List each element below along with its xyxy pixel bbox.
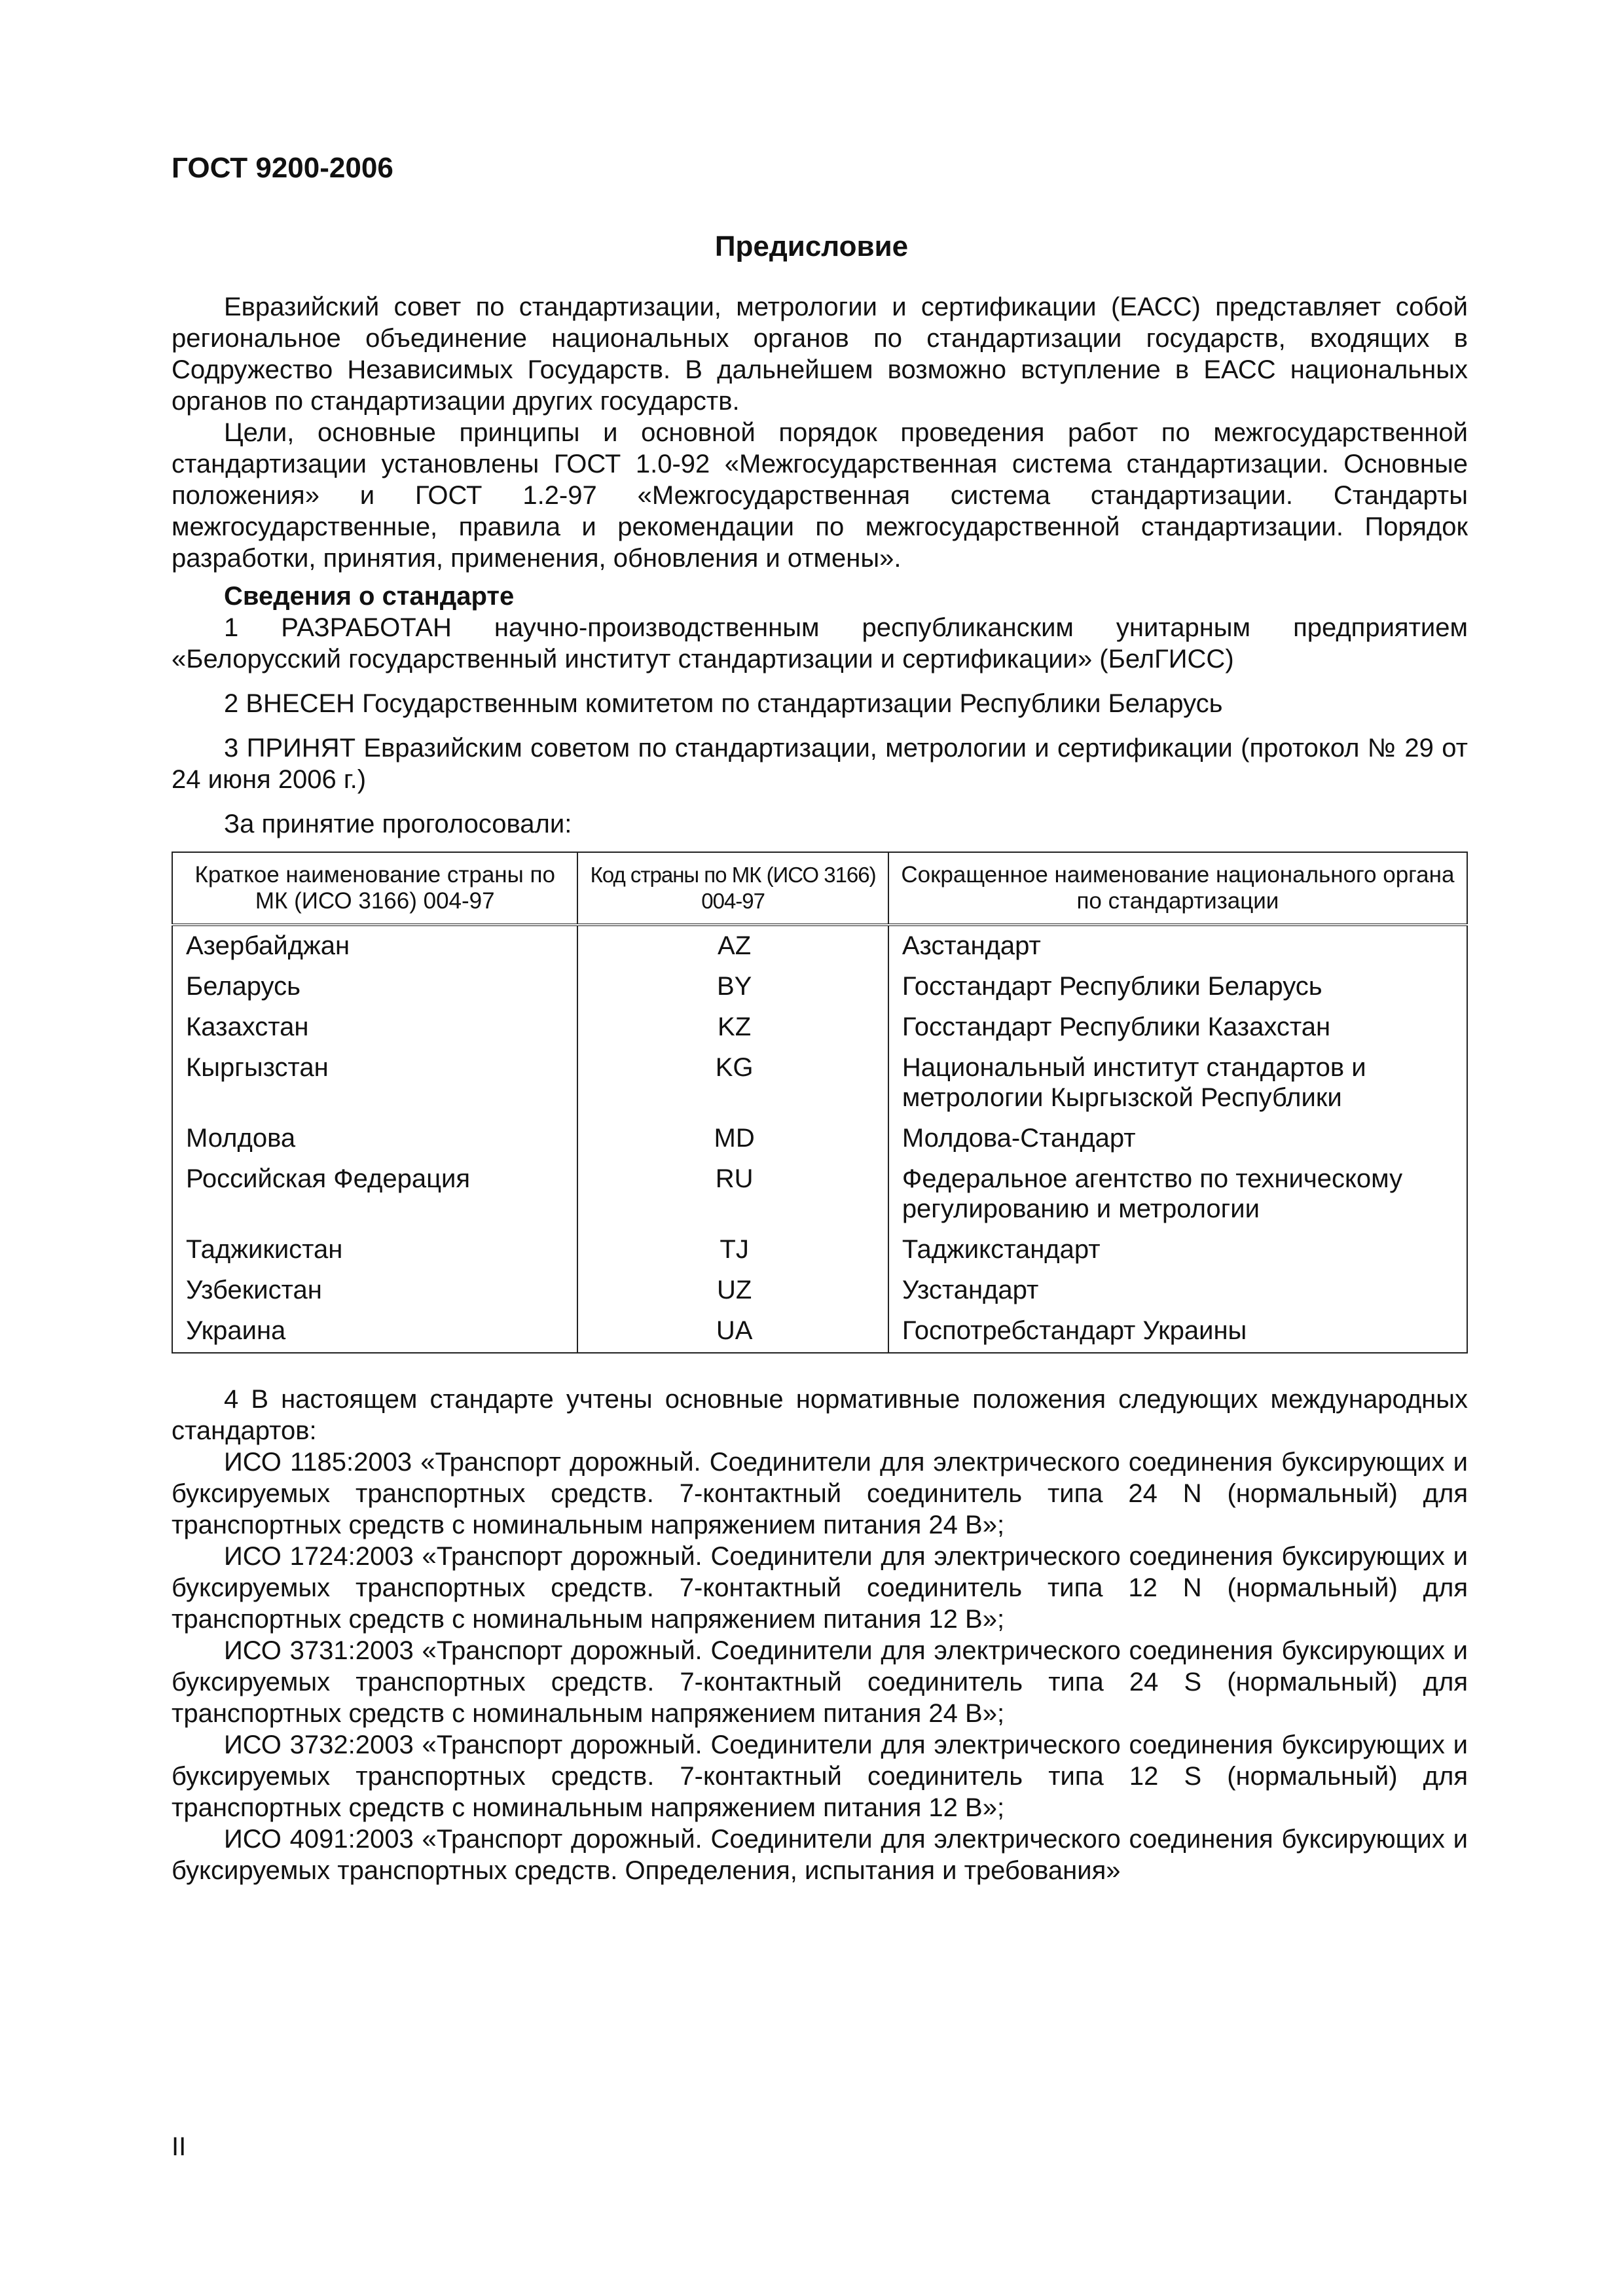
table-header-row [172, 852, 1467, 925]
cell-code: AZ [577, 925, 888, 967]
intro-paragraph-2: Цели, основные принципы и основной порядок проведения работ по межгосударственной стандартизации установлены ГОСТ 1.0-92 «Межгосударственная система стандартизации. Основные положения» и ГОСТ 1.2-97 «Межгосударственная система стандартизации. Стандарты межгосударственные, правила и рекомендации по межгосударственной стандартизации. Порядок разработки, принятия, применения, обновления и отмены». [172, 418, 1468, 573]
intl-standard-item: ИСО 1185:2003 «Транспорт дорожный. Соединители для электрического соединения буксирующих и буксируемых транспортных средств. 7-контактный соединитель типа 24 N (нормальный) для транспортных средств с номинальным напряжением питания 24 В»; [172, 1448, 1468, 1539]
cell-country: Российская Федерация [172, 1159, 577, 1230]
table-row [172, 1119, 1467, 1159]
cell-code: MD [577, 1119, 888, 1159]
standard-info-heading: Сведения о стандарте [224, 582, 515, 611]
cell-code: RU [577, 1159, 888, 1230]
intl-standards-intro: 4 В настоящем стандарте учтены основные нормативные положения следующих международных стандартов: [172, 1385, 1468, 1445]
page-number: II [172, 2132, 187, 2161]
cell-country: Украина [172, 1311, 577, 1353]
table-row [172, 967, 1467, 1007]
voting-table [172, 852, 1468, 1354]
cell-code: KZ [577, 1007, 888, 1048]
table-row [172, 1311, 1467, 1353]
cell-body: Молдова-Стандарт [888, 1119, 1467, 1159]
standard-info-item-3: 3 ПРИНЯТ Евразийским советом по стандартизации, метрологии и сертификации (протокол № 29 от 24 июня 2006 г.) [172, 734, 1468, 794]
cell-body: Федеральное агентство по техническому регулированию и метрологии [888, 1159, 1467, 1230]
cell-country: Молдова [172, 1119, 577, 1159]
cell-country: Кыргызстан [172, 1048, 577, 1119]
cell-country: Таджикистан [172, 1230, 577, 1270]
cell-code: UA [577, 1311, 888, 1353]
standard-info-item-1: 1 РАЗРАБОТАН научно-производственным республиканским унитарным предприятием «Белорусский государственный институт стандартизации и сертификации» (БелГИСС) [172, 613, 1468, 673]
intl-standard-item: ИСО 4091:2003 «Транспорт дорожный. Соединители для электрического соединения буксирующих и буксируемых транспортных средств. Определения, испытания и требования» [172, 1825, 1468, 1885]
intl-standard-item: ИСО 3731:2003 «Транспорт дорожный. Соединители для электрического соединения буксирующих и буксируемых транспортных средств. 7-контактный соединитель типа 24 S (нормальный) для транспортных средств с номинальным напряжением питания 24 В»; [172, 1636, 1468, 1728]
page-content [172, 291, 1468, 1886]
cell-body: Госпотребстандарт Украины [888, 1311, 1467, 1353]
cell-country: Азербайджан [172, 925, 577, 967]
page-title: Предисловие [714, 230, 909, 262]
cell-body: Азстандарт [888, 925, 1467, 967]
cell-body: Таджикстандарт [888, 1230, 1467, 1270]
intl-standard-item: ИСО 1724:2003 «Транспорт дорожный. Соединители для электрического соединения буксирующих и буксируемых транспортных средств. 7-контактный соединитель типа 12 N (нормальный) для транспортных средств с номинальным напряжением питания 12 В»; [172, 1542, 1468, 1634]
table-row [172, 1270, 1467, 1311]
voted-label: За принятие проголосовали: [224, 810, 572, 838]
standard-info-item-2: 2 ВНЕСЕН Государственным комитетом по стандартизации Республики Беларусь [224, 689, 1223, 718]
cell-body: Узстандарт [888, 1270, 1467, 1311]
table-row [172, 925, 1467, 967]
header-body: Сокращенное наименование национального органа по стандартизации [888, 852, 1467, 925]
header-code: Код страны по МК (ИСО 3166) 004-97 [577, 852, 888, 925]
cell-code: UZ [577, 1270, 888, 1311]
cell-body: Госстандарт Республики Казахстан [888, 1007, 1467, 1048]
table-row [172, 1048, 1467, 1119]
cell-code: BY [577, 967, 888, 1007]
cell-country: Узбекистан [172, 1270, 577, 1311]
cell-body: Госстандарт Республики Беларусь [888, 967, 1467, 1007]
intl-standard-item: ИСО 3732:2003 «Транспорт дорожный. Соединители для электрического соединения буксирующих и буксируемых транспортных средств. 7-контактный соединитель типа 12 S (нормальный) для транспортных средств с номинальным напряжением питания 12 В»; [172, 1731, 1468, 1822]
cell-country: Казахстан [172, 1007, 577, 1048]
cell-code: KG [577, 1048, 888, 1119]
table-row [172, 1159, 1467, 1230]
cell-body: Национальный институт стандартов и метрологии Кыргызской Республики [888, 1048, 1467, 1119]
cell-country: Беларусь [172, 967, 577, 1007]
document-code: ГОСТ 9200-2006 [172, 152, 393, 184]
table-row [172, 1230, 1467, 1270]
table-row [172, 1007, 1467, 1048]
cell-code: TJ [577, 1230, 888, 1270]
intro-paragraph-1: Евразийский совет по стандартизации, метрологии и сертификации (ЕАСС) представляет собой региональное объединение национальных органов по стандартизации государств, входящих в Содружество Независимых Государств. В дальнейшем возможно вступление в ЕАСС национальных органов по стандартизации других государств. [172, 293, 1468, 416]
header-country: Краткое наименование страны по МК (ИСО 3166) 004-97 [172, 852, 577, 925]
